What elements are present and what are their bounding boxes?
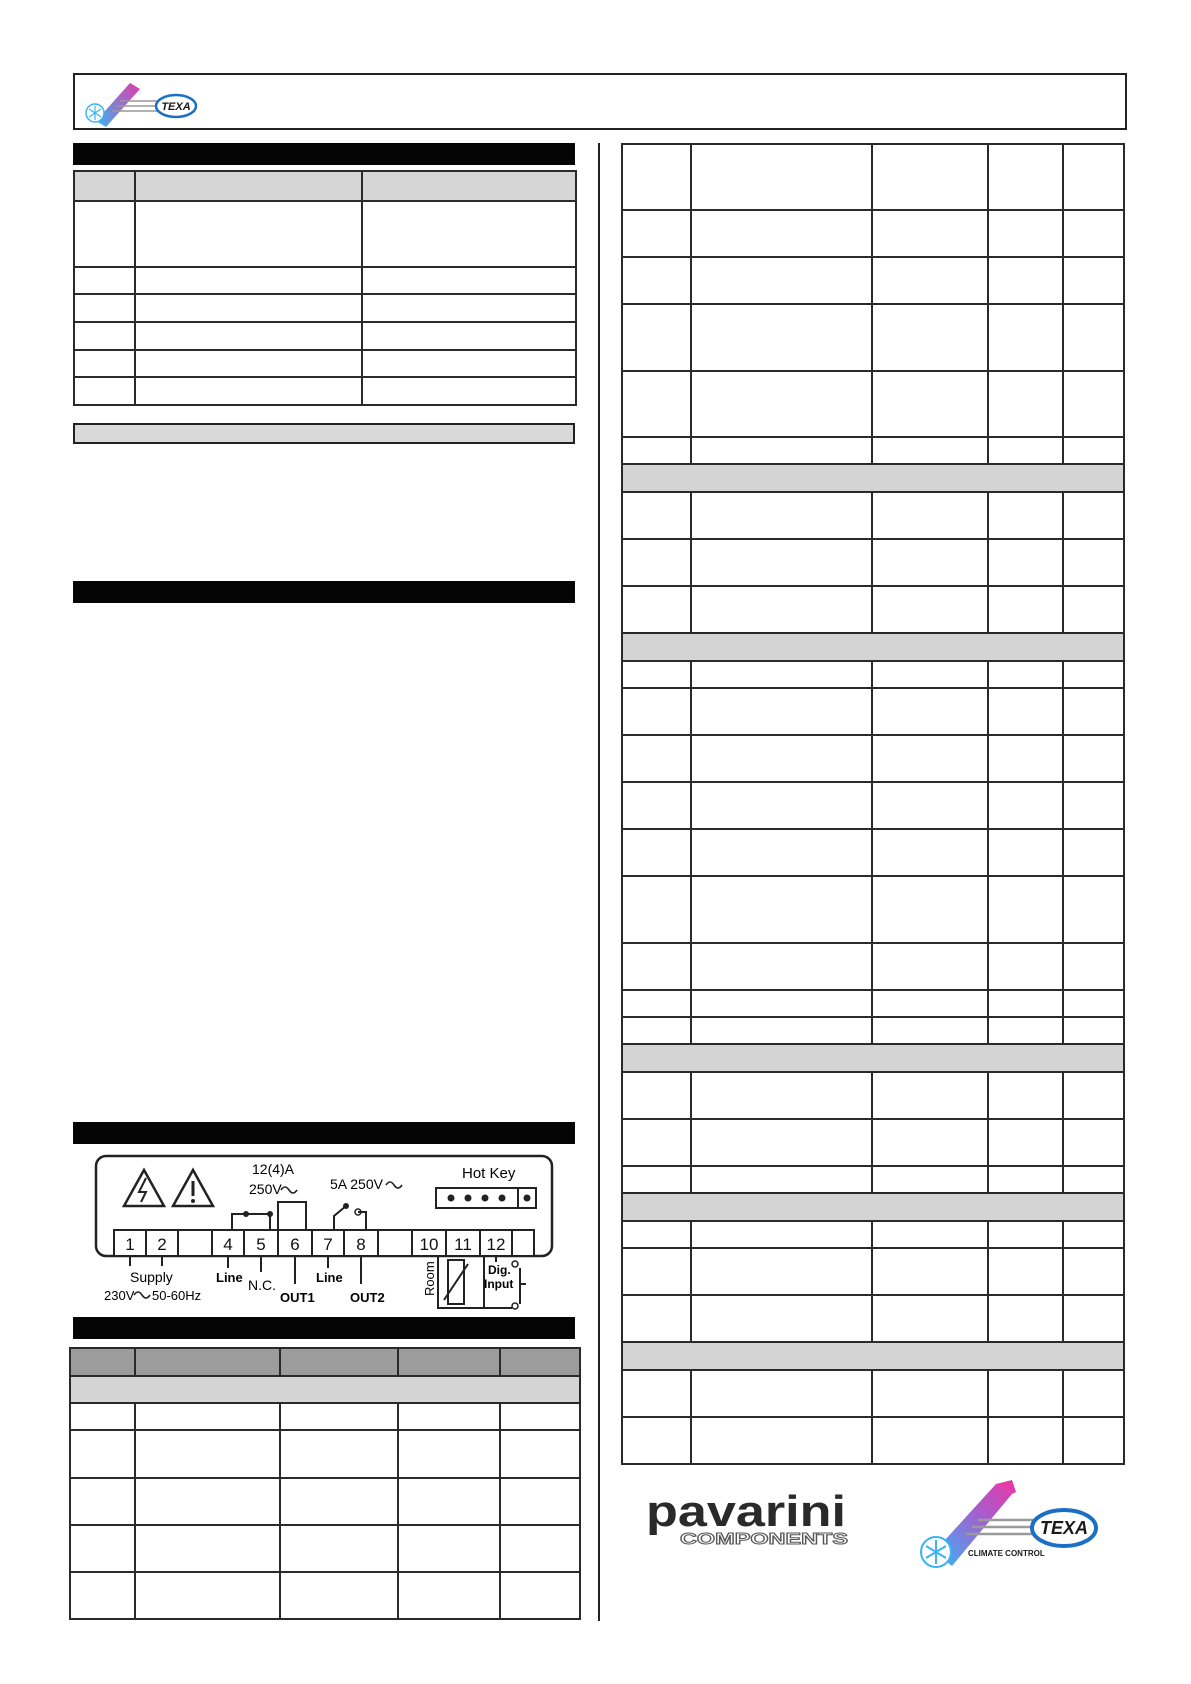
table-row — [622, 304, 1124, 371]
hot-key-label: Hot Key — [462, 1165, 516, 1182]
terminal-label: 4 — [223, 1235, 233, 1254]
input-label: Input — [484, 1277, 514, 1291]
table-row — [74, 294, 576, 322]
supply-spec-left: 230V — [104, 1288, 135, 1303]
table-row — [622, 492, 1124, 539]
spec-table — [73, 170, 577, 406]
texa-logo-icon — [80, 77, 200, 127]
table-row — [70, 1525, 580, 1572]
texa-subtitle: CLIMATE CONTROL — [968, 1549, 1045, 1558]
table-row — [622, 688, 1124, 735]
table-row — [622, 1370, 1124, 1417]
wiring-diagram — [94, 1154, 554, 1312]
section-bar — [73, 1122, 575, 1144]
room-label: Room — [422, 1261, 437, 1296]
table-row — [622, 1248, 1124, 1295]
terminal-label: 7 — [323, 1235, 333, 1254]
section-bar — [73, 1317, 575, 1339]
table-row — [622, 1072, 1124, 1119]
table-row — [622, 144, 1124, 210]
table-row — [622, 990, 1124, 1017]
parameter-table-continued — [621, 143, 1125, 1465]
supply-label: Supply — [130, 1269, 173, 1285]
table-row — [74, 201, 576, 267]
group-row — [622, 1193, 1124, 1221]
terminal-label: 5 — [256, 1235, 266, 1254]
group-row — [70, 1376, 580, 1403]
terminal-label: 6 — [290, 1235, 300, 1254]
table-row — [622, 943, 1124, 990]
snowflake-icon — [921, 1537, 951, 1567]
table-header-row — [70, 1348, 580, 1376]
table-row — [622, 829, 1124, 876]
table-row — [70, 1403, 580, 1430]
line-label: Line — [316, 1270, 343, 1285]
table-row — [74, 267, 576, 294]
out2-label: OUT2 — [350, 1290, 385, 1305]
table-row — [622, 1017, 1124, 1044]
table-row — [622, 539, 1124, 586]
texa-wordmark: TEXA — [1039, 1518, 1089, 1538]
table-row — [622, 1166, 1124, 1193]
table-row — [622, 735, 1124, 782]
pavarini-wordmark: pavarini — [646, 1488, 846, 1536]
texa-logo — [912, 1476, 1102, 1576]
pavarini-subtitle: COMPONENTS — [680, 1531, 849, 1548]
pavarini-logo — [644, 1488, 850, 1550]
table-row — [622, 210, 1124, 257]
table-row — [622, 371, 1124, 437]
terminal-label: 11 — [454, 1235, 472, 1254]
table-header-row — [74, 171, 576, 201]
table-row — [622, 1119, 1124, 1166]
dig-label: Dig. — [488, 1263, 511, 1277]
table-row — [622, 661, 1124, 688]
table-row — [70, 1478, 580, 1525]
table-row — [622, 586, 1124, 633]
table-row — [622, 1295, 1124, 1342]
group-row — [622, 633, 1124, 661]
group-row — [622, 1342, 1124, 1370]
terminal-label: 10 — [419, 1235, 439, 1254]
table-row — [74, 350, 576, 377]
table-row — [622, 437, 1124, 464]
supply-spec-right: 50-60Hz — [152, 1288, 202, 1303]
terminal-label: 1 — [125, 1235, 135, 1254]
parameter-table — [69, 1347, 581, 1620]
table-row — [622, 876, 1124, 943]
out1-voltage: 250V — [249, 1181, 282, 1197]
group-row — [622, 1044, 1124, 1072]
table-row — [622, 782, 1124, 829]
nc-label: N.C. — [248, 1277, 276, 1293]
table-row — [622, 1221, 1124, 1248]
terminal-label: 12 — [486, 1235, 506, 1254]
table-row — [622, 257, 1124, 304]
terminal-label: 8 — [356, 1235, 366, 1254]
terminal-label: 2 — [157, 1235, 167, 1254]
out1-rating: 12(4)A — [252, 1161, 295, 1177]
line-label: Line — [216, 1270, 243, 1285]
table-row — [622, 1417, 1124, 1464]
section-bar — [73, 143, 575, 165]
group-row — [622, 464, 1124, 492]
table-row — [70, 1572, 580, 1619]
table-row — [74, 322, 576, 350]
page-header — [73, 73, 1127, 130]
out2-rating: 5A 250V — [330, 1176, 383, 1192]
column-divider — [598, 143, 600, 1621]
texa-wordmark: TEXA — [161, 101, 191, 113]
table-row — [74, 377, 576, 405]
section-bar-grey — [73, 423, 575, 444]
section-bar — [73, 581, 575, 603]
out1-label: OUT1 — [280, 1290, 315, 1305]
table-row — [70, 1430, 580, 1478]
